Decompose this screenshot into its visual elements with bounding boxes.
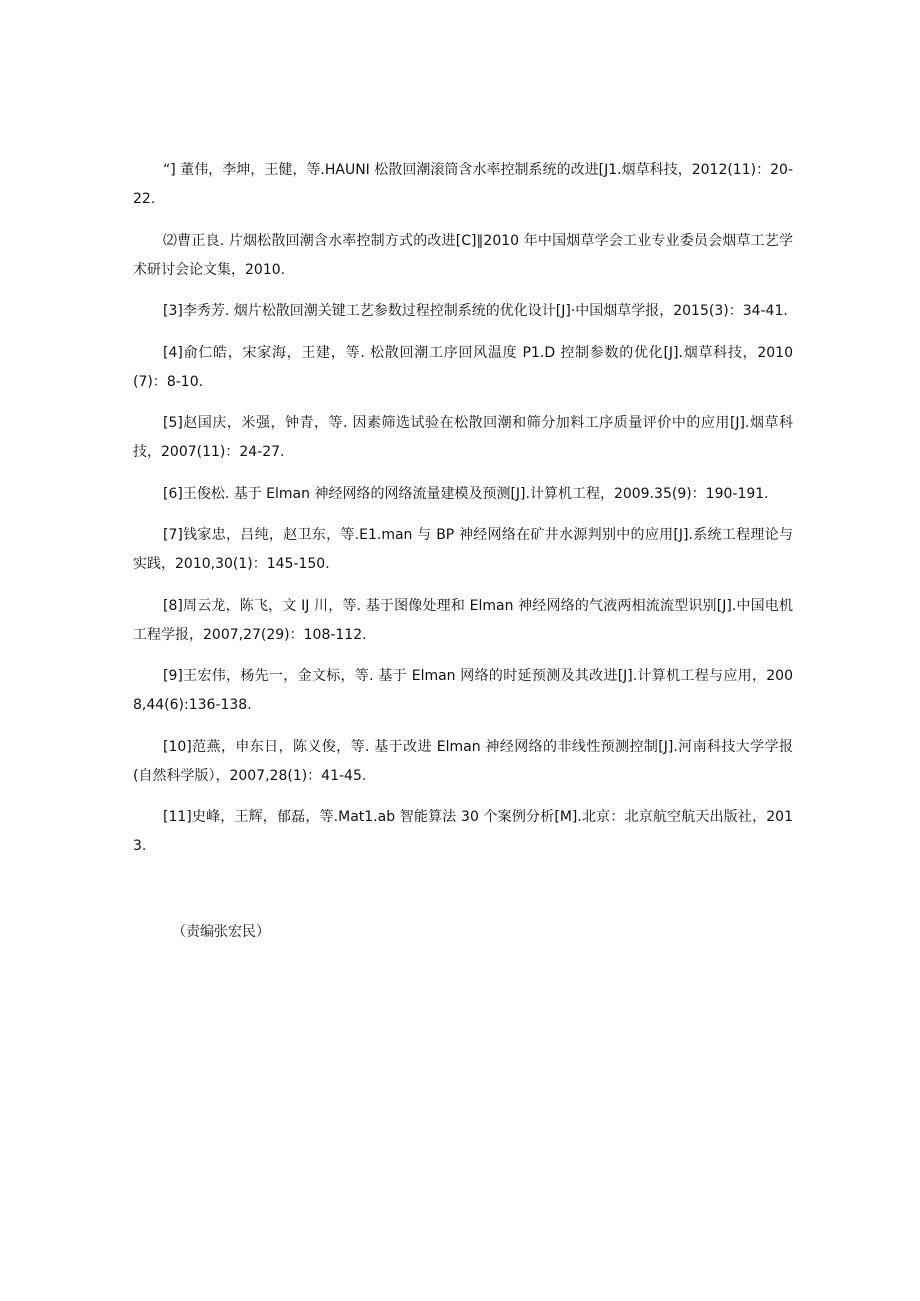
reference-item: [7]钱家忠，吕纯，赵卫东，等.E1.man 与 BP 神经网络在矿井水源判别中的应用[J].系统工程理论与实践，2010,30(1)：145-150. — [133, 527, 793, 572]
reference-item: [5]赵国庆，米强，钟青，等. 因素筛选试验在松散回潮和筛分加料工序质量评价中的应用[J].烟草科技，2007(11)：24-27. — [133, 415, 793, 460]
reference-item: [10]范燕，申东日，陈义俊，等. 基于改进 Elman 神经网络的非线性预测控制[J].河南科技大学学报(自然科学版），2007,28(1)：41-45. — [133, 738, 793, 784]
reference-item: [3]李秀芳. 烟片松散回潮关键工艺参数过程控制系统的优化设计[J]·中国烟草学报，2015(3)：34-41. — [163, 303, 788, 319]
reference-item: [8]周云龙，陈飞，文 IJ 川，等. 基于图像处理和 Elman 神经网络的气液两相流流型识别[J].中国电机工程学报，2007,27(29)：108-112. — [133, 597, 793, 643]
reference-list — [133, 156, 793, 874]
reference-item: ⑵曹正良. 片烟松散回潮含水率控制方式的改进[C]∥2010 年中国烟草学会工业专业委员会烟草工艺学术研讨会论文集，2010. — [133, 232, 793, 278]
editor-note: （责编张宏民） — [172, 924, 270, 940]
reference-item: [4]俞仁皓，宋家海，王建，等. 松散回潮工序回风温度 P1.D 控制参数的优化[J].烟草科技，2010(7)：8-10. — [133, 344, 793, 390]
reference-item: [6]王俊松. 基于 Elman 神经网络的网络流量建模及预测[J].计算机工程，2009.35(9)：190-191. — [163, 485, 769, 502]
reference-item: [11]史峰，王辉，郁磊，等.Mat1.ab 智能算法 30 个案例分析[M].北京：北京航空航天出版社，2013. — [133, 809, 793, 854]
reference-item: “] 董伟，李坤，王健，等.HAUNI 松散回潮滚筒含水率控制系统的改进[J1.烟草科技，2012(11)：20-22. — [133, 162, 793, 207]
reference-item: [9]王宏伟，杨先一，金文标，等. 基于 Elman 网络的时延预测及其改进[J].计算机工程与应用，2008,44(6):136-138. — [133, 668, 793, 713]
